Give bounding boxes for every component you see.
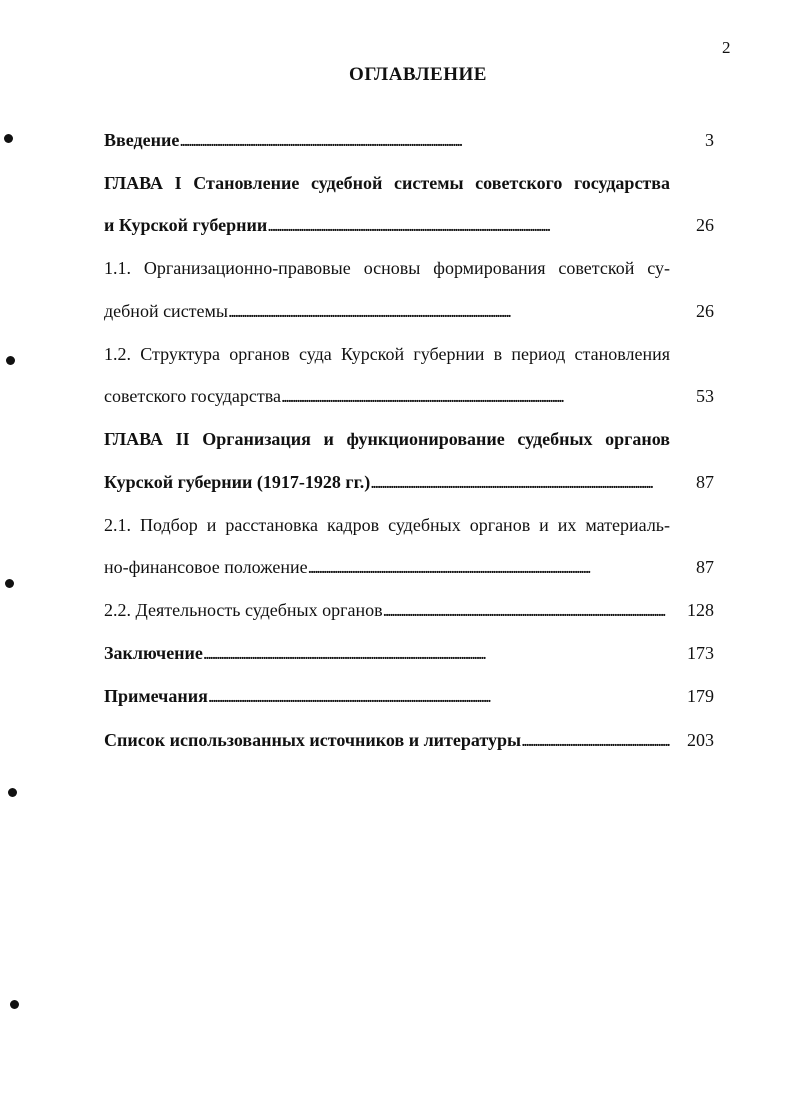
toc-entry-text: дебной системы . . . <box>104 298 670 324</box>
scan-mark-icon <box>8 788 17 797</box>
toc-entry-section-1-1[interactable] <box>104 298 714 324</box>
page-number: 2 <box>722 38 731 57</box>
toc-entry-text: Курской губернии (1917-1928 гг.) . . . <box>104 469 670 495</box>
toc-entry-text: 2.2. Деятельность судебных органов . . . <box>104 597 670 623</box>
toc-entry-section-2-1[interactable] <box>104 554 714 580</box>
toc-entry-text: но-финансовое положение . . . <box>104 554 670 580</box>
toc-entry-chapter-2[interactable] <box>104 469 714 495</box>
toc-entry-text: Список использованных источников и литературы . . . <box>104 727 670 753</box>
toc-entry-page: 26 <box>696 301 714 321</box>
scan-mark-icon <box>6 356 15 365</box>
toc-entry-notes[interactable] <box>104 683 714 709</box>
toc-entry-text: советского государства . . . <box>104 383 670 409</box>
toc-entry-page: 87 <box>696 557 714 577</box>
toc-entry-page: 26 <box>696 215 714 235</box>
scan-mark-icon <box>4 134 13 143</box>
toc-entry-page: 3 <box>705 130 714 150</box>
toc-entry-text: Примечания . . . <box>104 683 670 709</box>
toc-section-1-1-heading[interactable]: 1.1. Организационно-правовые основы формирования советской су- <box>104 258 670 278</box>
toc-chapter-1-heading[interactable]: ГЛАВА I Становление судебной системы советского государства <box>104 173 670 193</box>
toc-section-2-1-heading[interactable]: 2.1. Подбор и расстановка кадров судебных органов и их материаль- <box>104 515 670 535</box>
toc-entry-page: 53 <box>696 386 714 406</box>
toc-entry-text: и Курской губернии . . . <box>104 212 670 238</box>
toc-entry-page: 87 <box>696 472 714 492</box>
toc-entry-chapter-1[interactable] <box>104 212 714 238</box>
toc-entry-page: 128 <box>687 600 714 620</box>
toc-title: ОГЛАВЛЕНИЕ <box>349 64 487 85</box>
scan-mark-icon <box>10 1000 19 1009</box>
toc-entry-page: 179 <box>687 686 714 706</box>
toc-entry-text: Введение . . . <box>104 127 670 153</box>
toc-entry-section-2-2[interactable] <box>104 597 714 623</box>
toc-section-1-2-heading[interactable]: 1.2. Структура органов суда Курской губернии в период становления <box>104 344 670 364</box>
toc-entry-conclusion[interactable] <box>104 640 714 666</box>
toc-entry-section-1-2[interactable] <box>104 383 714 409</box>
toc-entry-bibliography[interactable] <box>104 727 714 753</box>
toc-entry-text: Заключение . . . <box>104 640 670 666</box>
scan-mark-icon <box>5 579 14 588</box>
toc-chapter-2-heading[interactable]: ГЛАВА II Организация и функционирование судебных органов <box>104 429 670 449</box>
toc-entry-page: 173 <box>687 643 714 663</box>
toc-entry-page: 203 <box>687 730 714 750</box>
toc-entry-introduction[interactable] <box>104 127 714 153</box>
